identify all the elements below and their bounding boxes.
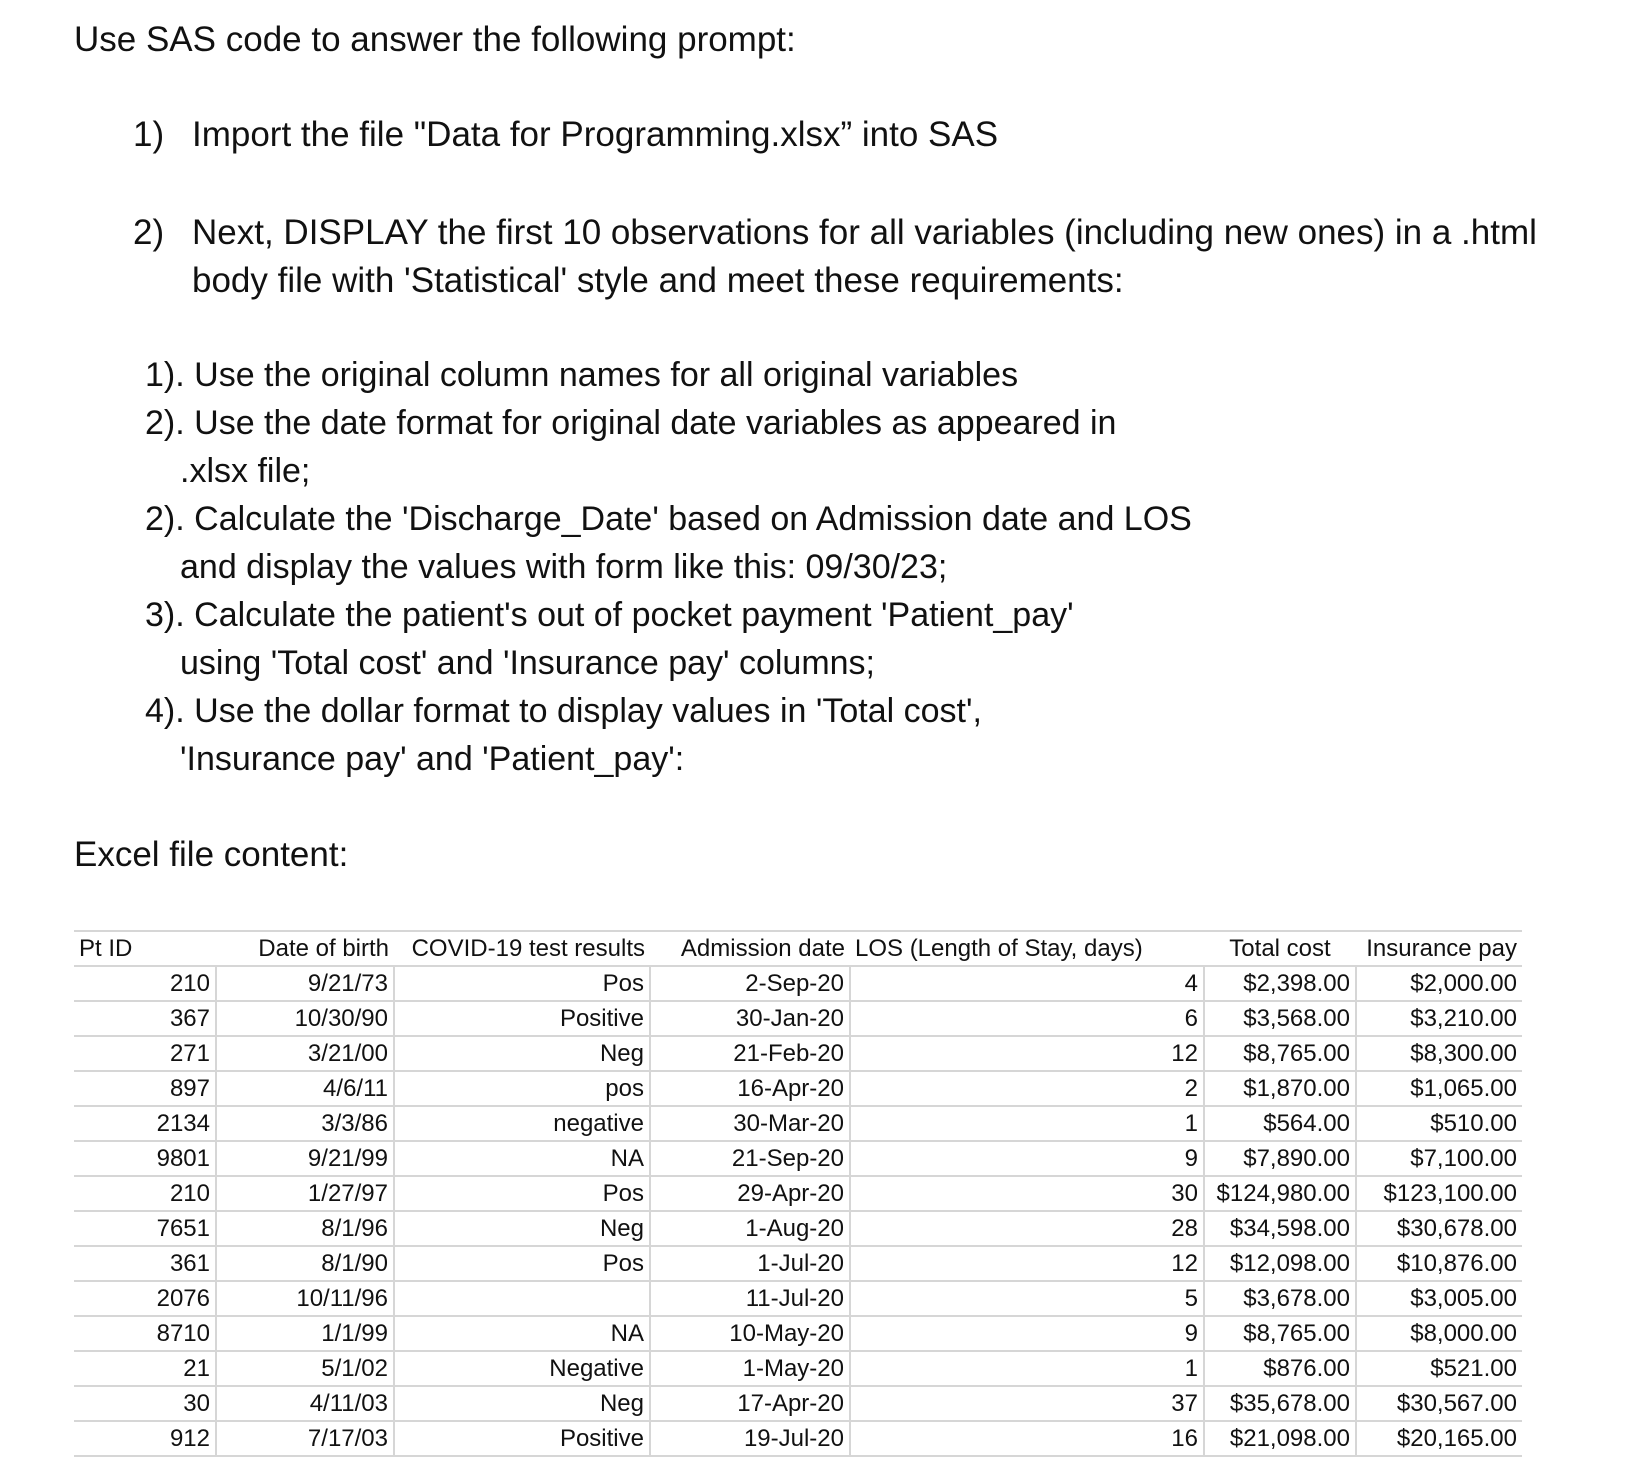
table-cell: $3,005.00 bbox=[1356, 1281, 1522, 1316]
table-cell: 2134 bbox=[74, 1106, 216, 1141]
requirement-text-continued: using 'Total cost' and 'Insurance pay' columns; bbox=[180, 644, 876, 682]
table-row bbox=[74, 1316, 1522, 1351]
column-header: COVID-19 test results bbox=[394, 931, 650, 966]
table-cell: NA bbox=[394, 1141, 650, 1176]
table-cell: 210 bbox=[74, 966, 216, 1001]
table-cell: 7/17/03 bbox=[216, 1421, 394, 1456]
table-cell: $20,165.00 bbox=[1356, 1421, 1522, 1456]
column-header: Date of birth bbox=[216, 931, 394, 966]
table-cell: 2 bbox=[850, 1071, 1204, 1106]
table-cell: 16-Apr-20 bbox=[650, 1071, 850, 1106]
table-cell: 1-Aug-20 bbox=[650, 1211, 850, 1246]
table-cell: 12 bbox=[850, 1036, 1204, 1071]
table-cell: 1-May-20 bbox=[650, 1351, 850, 1386]
table-cell: 1 bbox=[850, 1351, 1204, 1386]
table-cell: negative bbox=[394, 1106, 650, 1141]
table-cell: $510.00 bbox=[1356, 1106, 1522, 1141]
table-cell: 30-Mar-20 bbox=[650, 1106, 850, 1141]
table-cell: 1/27/97 bbox=[216, 1176, 394, 1211]
table-cell: 2-Sep-20 bbox=[650, 966, 850, 1001]
table-cell: 28 bbox=[850, 1211, 1204, 1246]
requirement-text-continued: 'Insurance pay' and 'Patient_pay': bbox=[180, 740, 685, 778]
table-cell: 17-Apr-20 bbox=[650, 1386, 850, 1421]
table-cell: $3,568.00 bbox=[1204, 1001, 1356, 1036]
table-cell: Positive bbox=[394, 1421, 650, 1456]
table-cell: 2076 bbox=[74, 1281, 216, 1316]
table-cell: 30 bbox=[74, 1386, 216, 1421]
table-cell: $2,398.00 bbox=[1204, 966, 1356, 1001]
requirement-number: 4). bbox=[145, 692, 185, 730]
step-text: Next, DISPLAY the first 10 observations for all variables (including new ones) in a .html bbox=[192, 213, 1537, 252]
table-row bbox=[74, 1246, 1522, 1281]
requirement-number: 2). bbox=[145, 500, 185, 538]
table-cell: $3,210.00 bbox=[1356, 1001, 1522, 1036]
table-cell: 10-May-20 bbox=[650, 1316, 850, 1351]
table-cell: 37 bbox=[850, 1386, 1204, 1421]
table-cell: 8710 bbox=[74, 1316, 216, 1351]
requirement-3 bbox=[145, 499, 1192, 539]
table-cell: $10,876.00 bbox=[1356, 1246, 1522, 1281]
requirement-text: Use the date format for original date variables as appeared in bbox=[194, 404, 1117, 442]
table-cell: 3/3/86 bbox=[216, 1106, 394, 1141]
table-row bbox=[74, 1106, 1522, 1141]
table-cell: 9/21/99 bbox=[216, 1141, 394, 1176]
table-cell: 1/1/99 bbox=[216, 1316, 394, 1351]
table-cell: 5/1/02 bbox=[216, 1351, 394, 1386]
step-number: 1) bbox=[133, 115, 165, 154]
table-cell: $3,678.00 bbox=[1204, 1281, 1356, 1316]
table-cell: $34,598.00 bbox=[1204, 1211, 1356, 1246]
table-cell: $30,567.00 bbox=[1356, 1386, 1522, 1421]
requirement-number: 2). bbox=[145, 404, 185, 442]
requirement-text: Calculate the patient's out of pocket payment 'Patient_pay' bbox=[194, 596, 1074, 634]
table-cell: 8/1/96 bbox=[216, 1211, 394, 1246]
table-cell: 897 bbox=[74, 1071, 216, 1106]
table-cell: 19-Jul-20 bbox=[650, 1421, 850, 1456]
table-cell: $8,000.00 bbox=[1356, 1316, 1522, 1351]
table-cell: Negative bbox=[394, 1351, 650, 1386]
table-cell: $8,300.00 bbox=[1356, 1036, 1522, 1071]
table-cell: 271 bbox=[74, 1036, 216, 1071]
table-cell: 8/1/90 bbox=[216, 1246, 394, 1281]
column-header: Total cost bbox=[1204, 931, 1356, 966]
table-row bbox=[74, 1036, 1522, 1071]
table-cell: $124,980.00 bbox=[1204, 1176, 1356, 1211]
table-cell: 11-Jul-20 bbox=[650, 1281, 850, 1316]
requirement-4 bbox=[145, 595, 1074, 635]
table-row bbox=[74, 1211, 1522, 1246]
table-cell: 6 bbox=[850, 1001, 1204, 1036]
table-cell: $521.00 bbox=[1356, 1351, 1522, 1386]
column-header: Pt ID bbox=[74, 931, 216, 966]
table-cell: 4/11/03 bbox=[216, 1386, 394, 1421]
table-cell: $21,098.00 bbox=[1204, 1421, 1356, 1456]
excel-content-title: Excel file content: bbox=[74, 835, 349, 874]
table-cell: Neg bbox=[394, 1036, 650, 1071]
table-cell: pos bbox=[394, 1071, 650, 1106]
table-cell: 9/21/73 bbox=[216, 966, 394, 1001]
table-cell: $123,100.00 bbox=[1356, 1176, 1522, 1211]
table-header-row bbox=[74, 931, 1522, 966]
table-row bbox=[74, 1281, 1522, 1316]
table-cell: 912 bbox=[74, 1421, 216, 1456]
table-cell: 12 bbox=[850, 1246, 1204, 1281]
table-cell: 9801 bbox=[74, 1141, 216, 1176]
table-cell: $8,765.00 bbox=[1204, 1316, 1356, 1351]
requirement-text-continued: and display the values with form like this: 09/30/23; bbox=[180, 548, 948, 586]
table-cell: 5 bbox=[850, 1281, 1204, 1316]
table-cell: 10/11/96 bbox=[216, 1281, 394, 1316]
step-text: Import the file "Data for Programming.xlsx” into SAS bbox=[192, 115, 999, 154]
table-cell: 7651 bbox=[74, 1211, 216, 1246]
table-row bbox=[74, 1386, 1522, 1421]
table-row bbox=[74, 1351, 1522, 1386]
table-cell: 9 bbox=[850, 1316, 1204, 1351]
column-header: Insurance pay bbox=[1356, 931, 1522, 966]
column-header: LOS (Length of Stay, days) bbox=[850, 931, 1204, 966]
table-cell: 21-Sep-20 bbox=[650, 1141, 850, 1176]
table-cell: Positive bbox=[394, 1001, 650, 1036]
table-cell: Neg bbox=[394, 1386, 650, 1421]
table-cell: 210 bbox=[74, 1176, 216, 1211]
table-cell: 21-Feb-20 bbox=[650, 1036, 850, 1071]
table-cell: 21 bbox=[74, 1351, 216, 1386]
requirement-5 bbox=[145, 691, 982, 731]
table-row bbox=[74, 966, 1522, 1001]
table-cell: Pos bbox=[394, 1246, 650, 1281]
requirement-text-continued: .xlsx file; bbox=[180, 452, 311, 490]
step-text-continued: body file with 'Statistical' style and meet these requirements: bbox=[192, 261, 1124, 300]
table-cell: $7,100.00 bbox=[1356, 1141, 1522, 1176]
table-cell: 1-Jul-20 bbox=[650, 1246, 850, 1281]
table-cell: 367 bbox=[74, 1001, 216, 1036]
requirement-text: Use the original column names for all original variables bbox=[194, 356, 1019, 394]
table-cell: NA bbox=[394, 1316, 650, 1351]
table-cell: $564.00 bbox=[1204, 1106, 1356, 1141]
table-cell: 3/21/00 bbox=[216, 1036, 394, 1071]
requirement-text: Calculate the 'Discharge_Date' based on Admission date and LOS bbox=[194, 500, 1192, 538]
step-number: 2) bbox=[133, 213, 165, 252]
column-header: Admission date bbox=[650, 931, 850, 966]
table-cell: Pos bbox=[394, 1176, 650, 1211]
table-cell: Neg bbox=[394, 1211, 650, 1246]
table-cell: $8,765.00 bbox=[1204, 1036, 1356, 1071]
table-cell: 30 bbox=[850, 1176, 1204, 1211]
table-cell: $1,065.00 bbox=[1356, 1071, 1522, 1106]
table-cell: Pos bbox=[394, 966, 650, 1001]
prompt-heading: Use SAS code to answer the following prompt: bbox=[74, 20, 796, 59]
table-cell: 361 bbox=[74, 1246, 216, 1281]
table-cell: 16 bbox=[850, 1421, 1204, 1456]
table-cell: $35,678.00 bbox=[1204, 1386, 1356, 1421]
table-cell: $1,870.00 bbox=[1204, 1071, 1356, 1106]
table-cell: $7,890.00 bbox=[1204, 1141, 1356, 1176]
table-cell: 4 bbox=[850, 966, 1204, 1001]
table-row bbox=[74, 1421, 1522, 1456]
table-row bbox=[74, 1141, 1522, 1176]
requirement-text: Use the dollar format to display values in 'Total cost', bbox=[194, 692, 982, 730]
requirement-number: 1). bbox=[145, 356, 185, 394]
table-cell: 1 bbox=[850, 1106, 1204, 1141]
requirement-number: 3). bbox=[145, 596, 185, 634]
requirement-2 bbox=[145, 403, 1116, 443]
excel-data-table bbox=[74, 930, 1522, 1457]
table-cell: 9 bbox=[850, 1141, 1204, 1176]
table-cell: $2,000.00 bbox=[1356, 966, 1522, 1001]
requirement-1 bbox=[145, 355, 1018, 395]
table-row bbox=[74, 1071, 1522, 1106]
table-cell: 4/6/11 bbox=[216, 1071, 394, 1106]
table-cell: $876.00 bbox=[1204, 1351, 1356, 1386]
table-cell: 29-Apr-20 bbox=[650, 1176, 850, 1211]
table-row bbox=[74, 1176, 1522, 1211]
table-cell: 30-Jan-20 bbox=[650, 1001, 850, 1036]
table-cell: $30,678.00 bbox=[1356, 1211, 1522, 1246]
table-cell: 10/30/90 bbox=[216, 1001, 394, 1036]
table-cell bbox=[394, 1281, 650, 1316]
table-row bbox=[74, 1001, 1522, 1036]
table-cell: $12,098.00 bbox=[1204, 1246, 1356, 1281]
